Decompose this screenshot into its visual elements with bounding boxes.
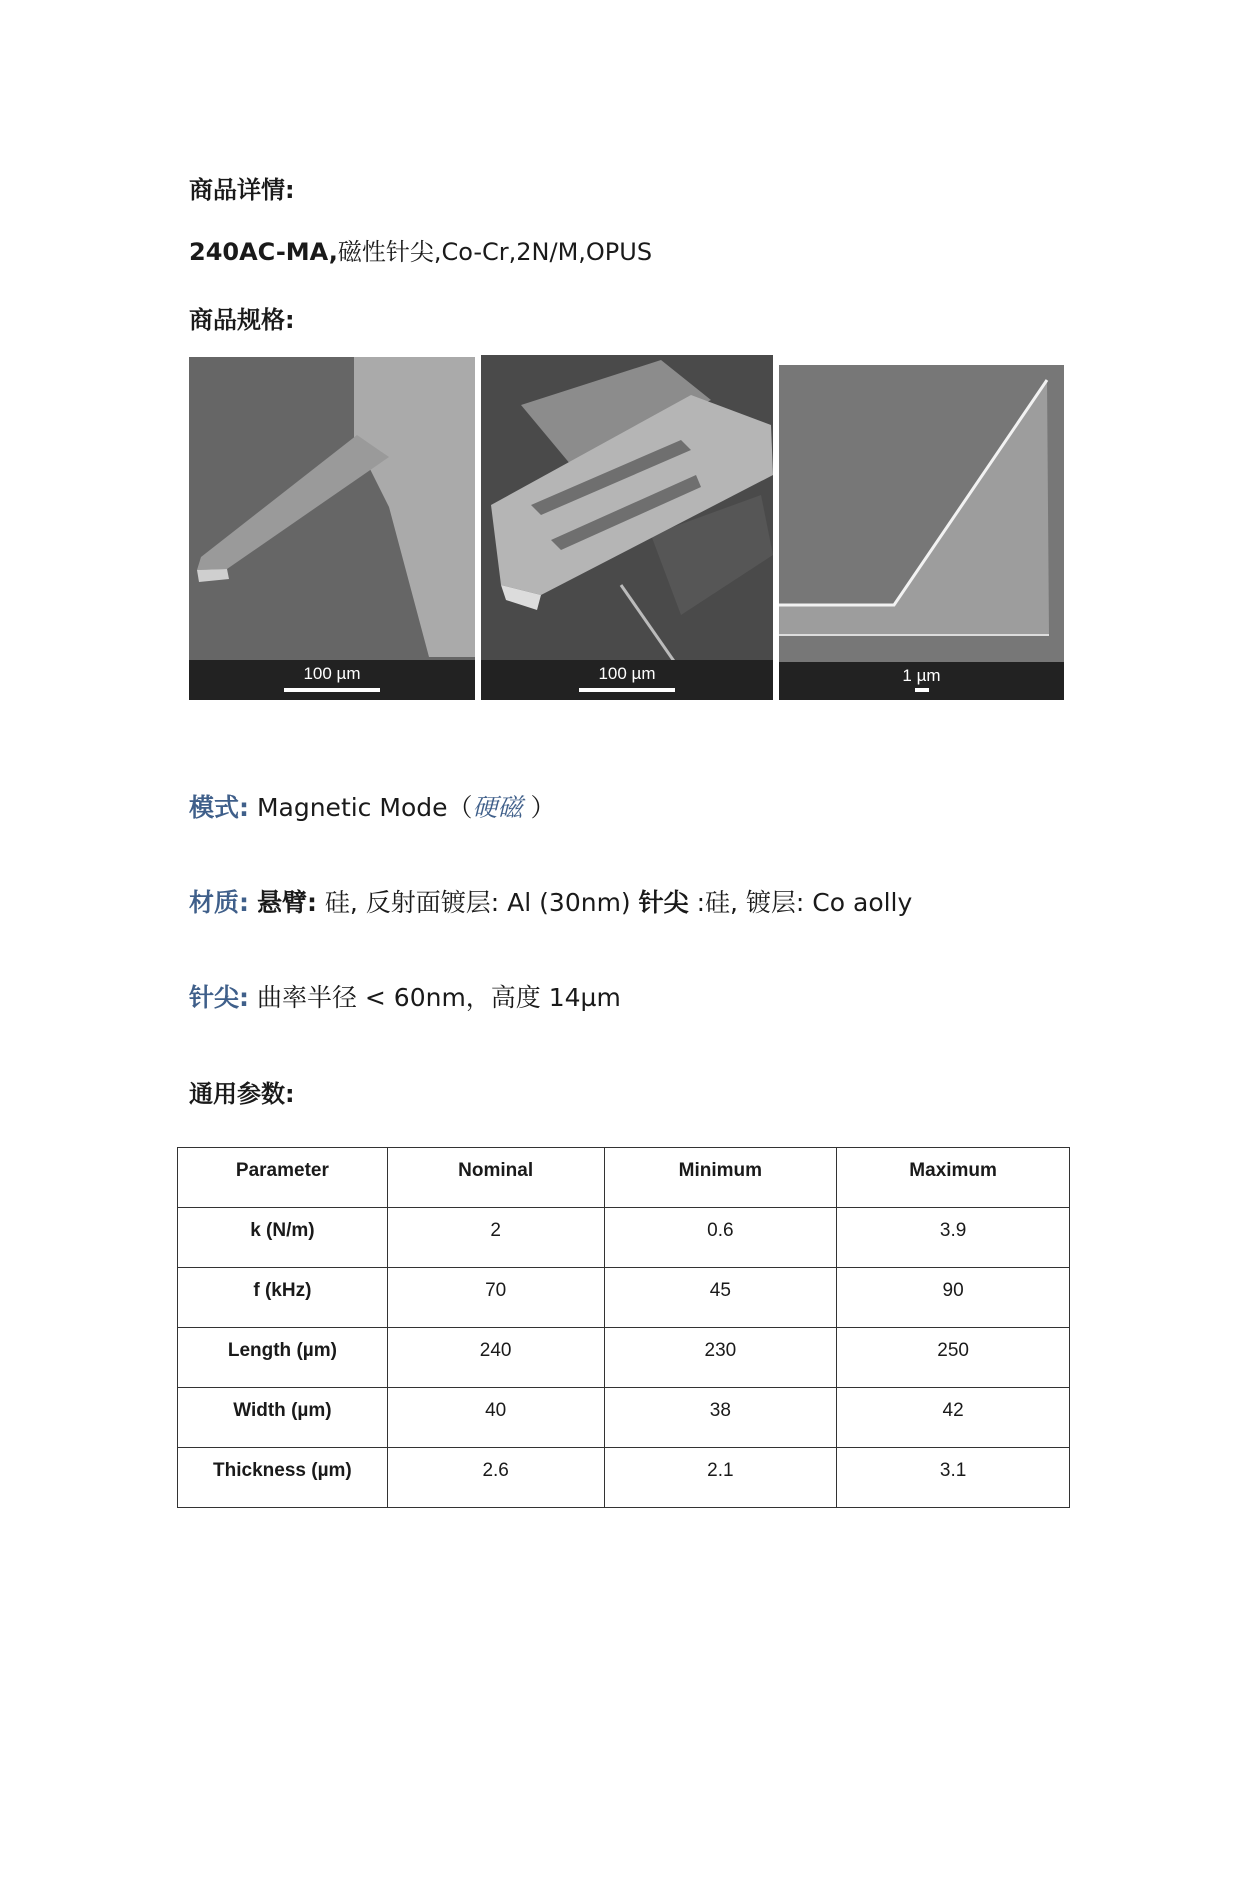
column-header: Maximum — [837, 1148, 1070, 1208]
material-line — [189, 883, 912, 919]
parameter-name: k (N/m) — [178, 1208, 388, 1268]
material-label: 材质: — [189, 888, 249, 917]
tip-micrograph — [779, 365, 1064, 700]
table-row — [178, 1208, 1070, 1268]
scale-label: 100 µm — [598, 664, 656, 683]
sem-image-tip — [779, 365, 1064, 700]
mode-line — [189, 788, 555, 824]
sem-image-row — [0, 355, 1241, 700]
parameter-name: f (kHz) — [178, 1268, 388, 1328]
sem-image-cantilever — [189, 357, 475, 700]
mode-label: 模式: — [189, 793, 249, 822]
sem-image-chip — [481, 355, 773, 700]
table-row — [178, 1268, 1070, 1328]
product-description: 磁性针尖,Co-Cr,2N/M,OPUS — [337, 238, 653, 266]
scale-bar — [284, 688, 380, 692]
maximum-value: 3.1 — [837, 1448, 1070, 1508]
column-header: Parameter — [178, 1148, 388, 1208]
minimum-value: 2.1 — [604, 1448, 837, 1508]
table-row — [178, 1388, 1070, 1448]
scale-bar — [915, 688, 929, 692]
column-header: Nominal — [387, 1148, 604, 1208]
product-line — [189, 232, 652, 267]
nominal-value: 2 — [387, 1208, 604, 1268]
scale-label: 100 µm — [303, 664, 361, 683]
chip-micrograph — [481, 355, 773, 700]
cantilever-micrograph — [189, 357, 475, 700]
nominal-value: 2.6 — [387, 1448, 604, 1508]
scale-bar — [579, 688, 675, 692]
part-number: 240AC-MA, — [189, 238, 338, 266]
mode-note: 硬磁 — [472, 793, 523, 822]
maximum-value: 42 — [837, 1388, 1070, 1448]
minimum-value: 45 — [604, 1268, 837, 1328]
details-heading: 商品详情: — [189, 176, 295, 204]
tip-line — [189, 978, 621, 1014]
scale-bar-band — [189, 660, 475, 700]
tip-label: 针尖: — [189, 983, 249, 1012]
minimum-value: 38 — [604, 1388, 837, 1448]
parameter-table — [177, 1147, 1070, 1508]
tip-value: 曲率半径 < 60nm，高度 14µm — [256, 983, 621, 1012]
maximum-value: 90 — [837, 1268, 1070, 1328]
spec-heading: 商品规格: — [189, 306, 295, 334]
mode-value: Magnetic Mode（ — [256, 793, 473, 822]
table-row — [178, 1448, 1070, 1508]
cantilever-label: 悬臂: — [256, 888, 317, 917]
tip-material-value: :硅, 镀层: Co aolly — [696, 888, 913, 917]
tip-material-label: 针尖 — [638, 888, 689, 917]
table-row — [178, 1328, 1070, 1388]
parameter-name: Thickness (µm) — [178, 1448, 388, 1508]
minimum-value: 230 — [604, 1328, 837, 1388]
nominal-value: 240 — [387, 1328, 604, 1388]
parameter-name: Width (µm) — [178, 1388, 388, 1448]
maximum-value: 250 — [837, 1328, 1070, 1388]
minimum-value: 0.6 — [604, 1208, 837, 1268]
scale-label: 1 µm — [902, 666, 941, 685]
scale-bar-band — [481, 660, 773, 700]
maximum-value: 3.9 — [837, 1208, 1070, 1268]
mode-close: ） — [530, 793, 556, 822]
nominal-value: 40 — [387, 1388, 604, 1448]
general-params-heading: 通用参数: — [189, 1080, 295, 1108]
cantilever-value: 硅, 反射面镀层: Al (30nm) — [324, 888, 631, 917]
nominal-value: 70 — [387, 1268, 604, 1328]
parameter-name: Length (µm) — [178, 1328, 388, 1388]
column-header: Minimum — [604, 1148, 837, 1208]
table-header-row — [178, 1148, 1070, 1208]
scale-bar-band — [779, 662, 1064, 700]
